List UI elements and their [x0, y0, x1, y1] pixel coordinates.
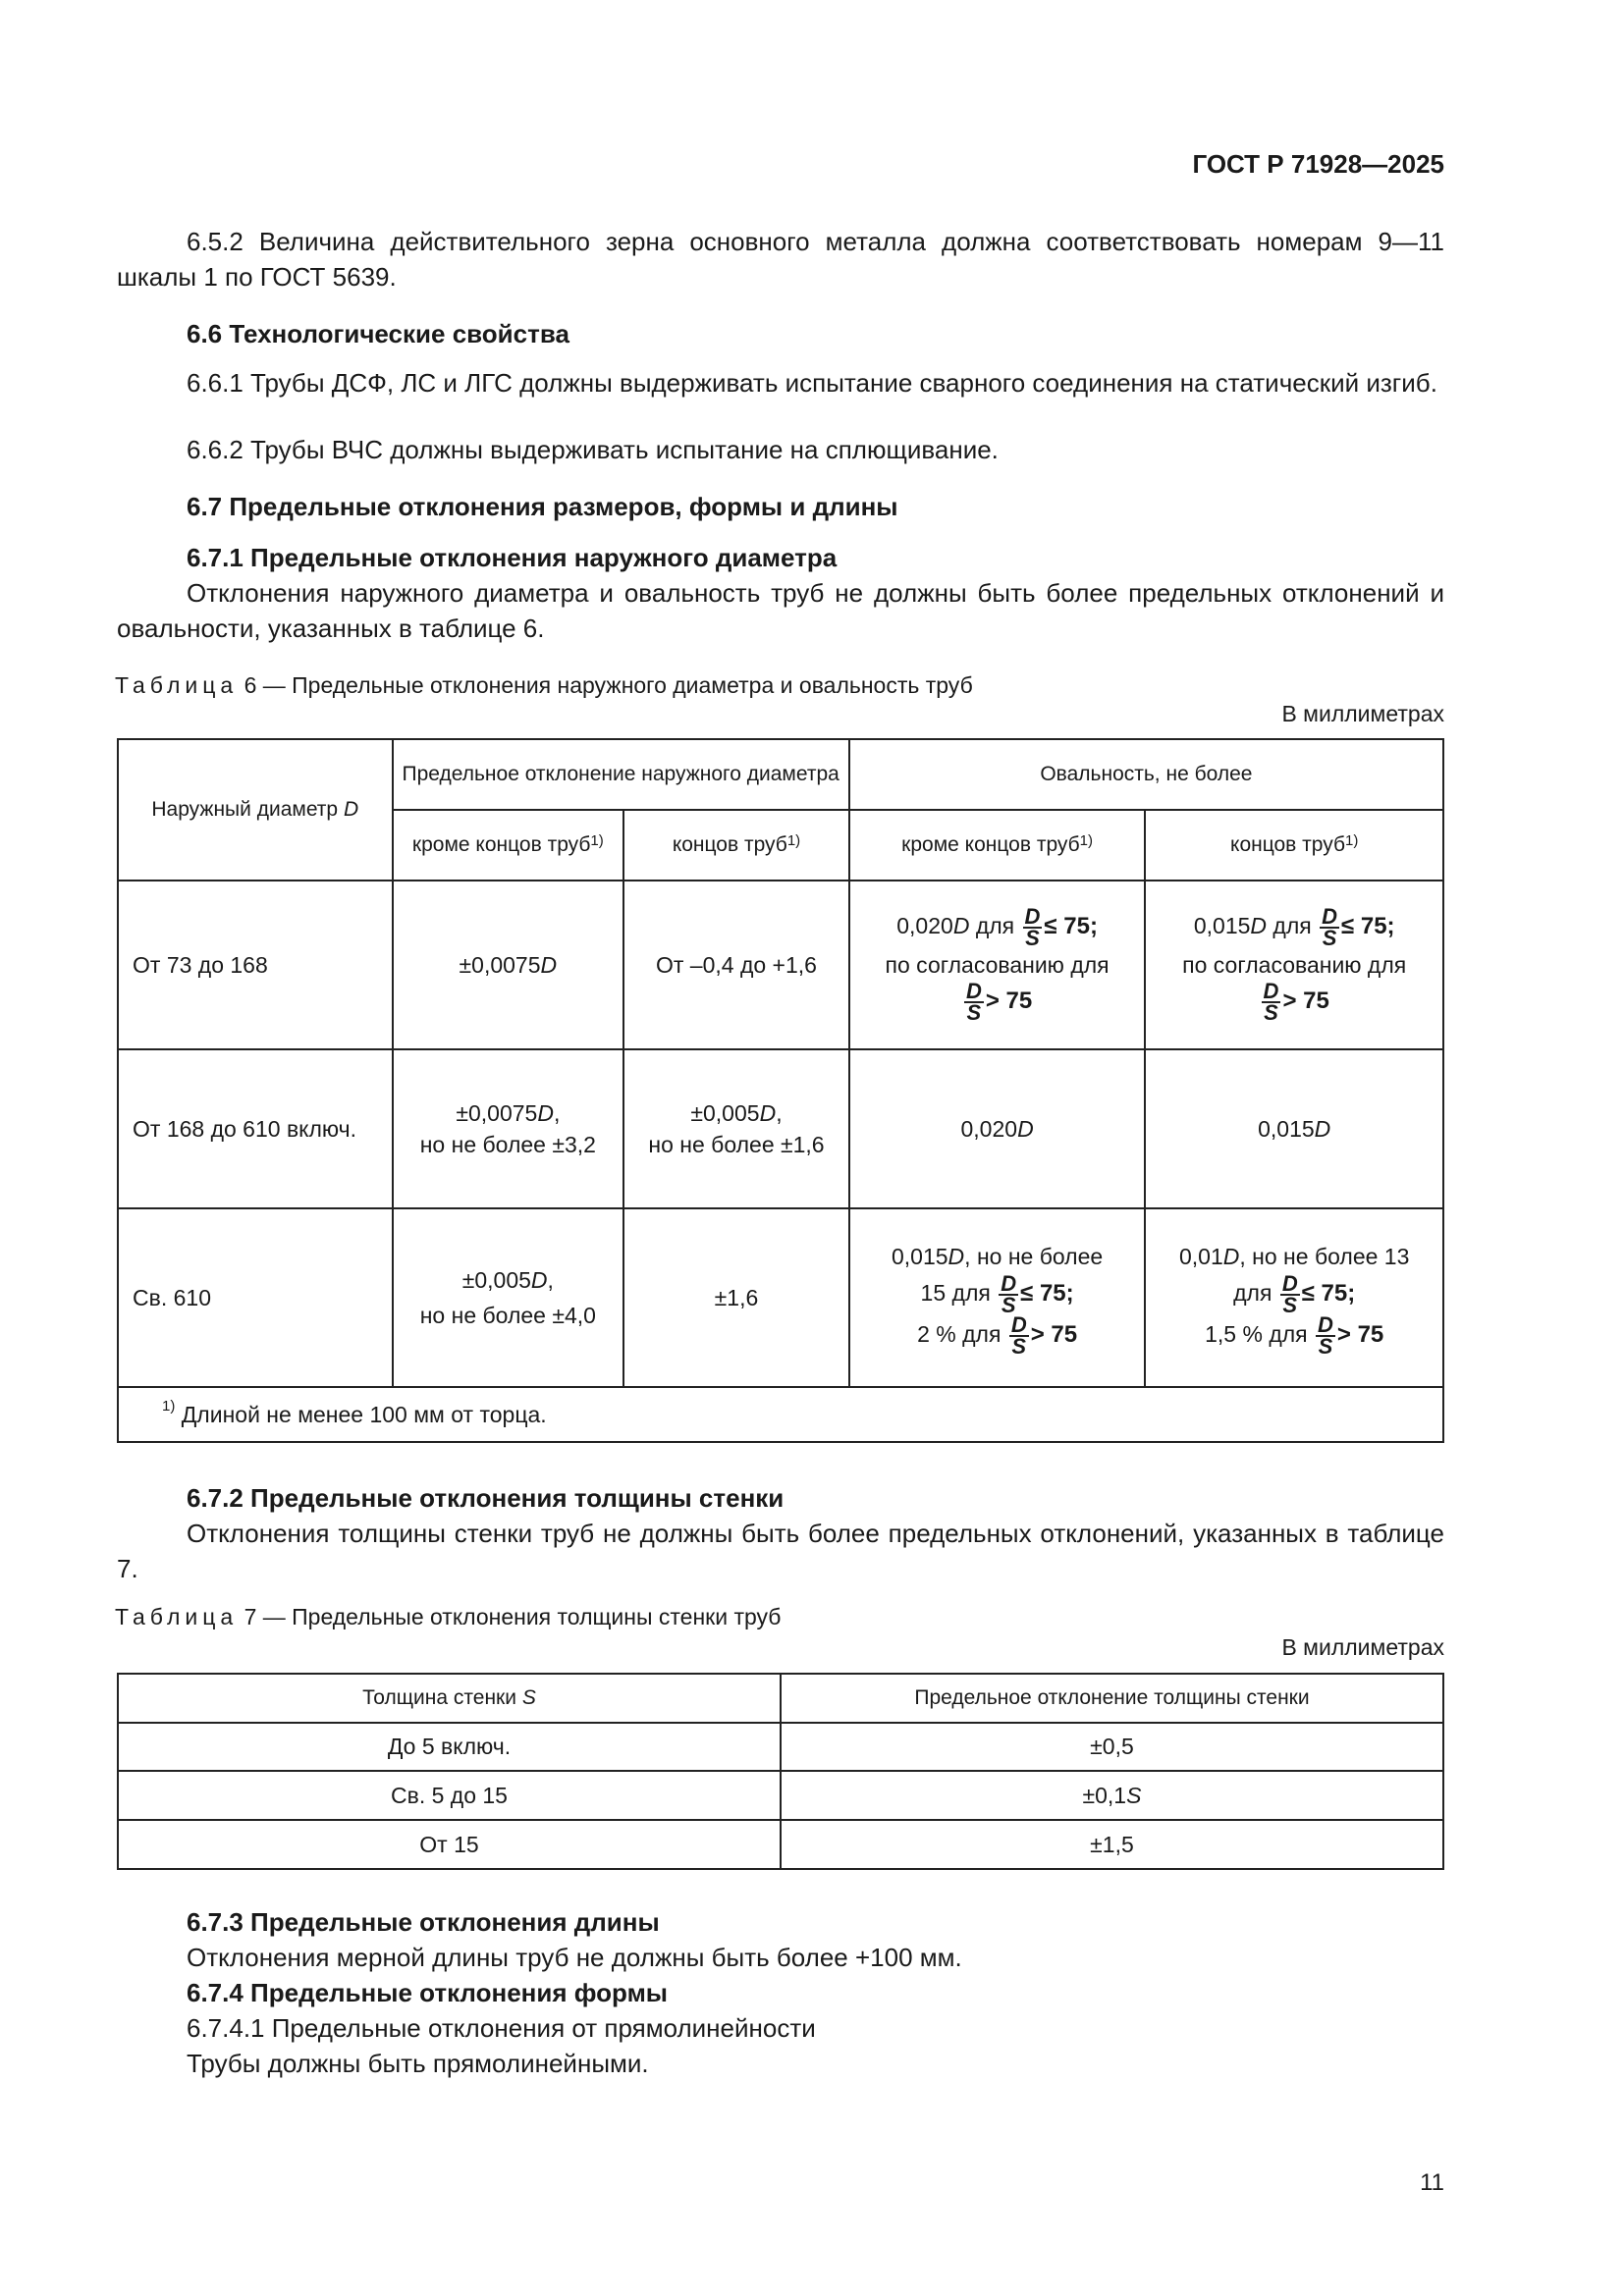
heading-6-7: 6.7 Предельные отклонения размеров, формы и длины	[187, 492, 898, 521]
paragraph-6-7-2: Отклонения толщины стенки труб не должны быть более предельных отклонений, указанных в таблице 7.	[117, 1519, 1444, 1583]
fraction-d-over-s: $\frac{D}{S}$	[1024, 904, 1041, 950]
heading-6-7-1: 6.7.1 Предельные отклонения наружного диаметра	[187, 543, 838, 572]
cell-diameter: От 168 до 610 включ.	[118, 1049, 393, 1208]
cell-ovality-except-ends: 0,020D	[849, 1049, 1146, 1208]
table-6-footnote: $^{1)}$ Длиной не менее 100 мм от торца.	[118, 1387, 1443, 1442]
header-outer-diameter: Наружный диаметр D	[118, 739, 393, 881]
caption-word: Таблица	[115, 672, 239, 698]
cell-ovality-ends: 0,01D, но не более 13 для $\frac{D}{S}$ ≤ 75; 1,5 % для $\frac{D}{S}$ > 75	[1145, 1208, 1443, 1387]
table-row	[118, 1208, 1443, 1387]
header-wall-thickness: Толщина стенки S	[118, 1674, 781, 1723]
cell-thickness: Св. 5 до 15	[118, 1771, 781, 1820]
heading-6-7-4: 6.7.4 Предельные отклонения формы	[187, 1978, 669, 2007]
header-ends: концов труб$^{1)}$	[623, 810, 849, 881]
table-row	[118, 1771, 1443, 1820]
caption-text: 7 — Предельные отклонения толщины стенки труб	[244, 1604, 782, 1629]
cell-diameter: От 73 до 168	[118, 881, 393, 1049]
table-7-caption	[115, 1602, 781, 1631]
fraction-d-over-s: $\frac{D}{S}$	[1322, 904, 1337, 950]
table-row	[118, 1723, 1443, 1771]
table-row	[118, 1049, 1443, 1208]
document-id: ГОСТ Р 71928—2025	[1192, 149, 1444, 179]
cell-ovality-except-ends: 0,020D для $\frac{D}{S}$ ≤ 75; по согласованию для $\frac{D}{S}$ > 75	[849, 881, 1146, 1049]
fraction-d-over-s: $\frac{D}{S}$	[1281, 1271, 1298, 1317]
cell-deviation-except-ends: ±0,0075D, но не более ±3,2	[393, 1049, 624, 1208]
table-row	[118, 881, 1443, 1049]
header-ovality-except-ends: кроме концов труб$^{1)}$	[849, 810, 1146, 881]
table-7	[117, 1673, 1444, 1870]
paragraph-6-7-1: Отклонения наружного диаметра и овальность труб не должны быть более предельных отклонений и овальности, указанных в таблице 6.	[117, 578, 1444, 643]
fraction-d-over-s: $\frac{D}{S}$	[1001, 1271, 1017, 1317]
heading-6-7-3: 6.7.3 Предельные отклонения длины	[187, 1907, 660, 1937]
fraction-d-over-s: $\frac{D}{S}$	[1318, 1312, 1333, 1359]
cell-ovality-ends: 0,015D для $\frac{D}{S}$ ≤ 75; по согласованию для $\frac{D}{S}$ > 75	[1145, 881, 1443, 1049]
cell-deviation-ends: ±1,6	[623, 1208, 849, 1387]
paragraph-6-7-3: Отклонения мерной длины труб не должны быть более +100 мм.	[187, 1943, 962, 1972]
cell-deviation-ends: От –0,4 до +1,6	[623, 881, 849, 1049]
paragraph-6-7-4-1: 6.7.4.1 Предельные отклонения от прямолинейности	[187, 2013, 816, 2043]
fraction-d-over-s: $\frac{D}{S}$	[1010, 1312, 1027, 1359]
heading-6-6: 6.6 Технологические свойства	[187, 319, 569, 348]
table-row	[118, 1820, 1443, 1869]
caption-word: Таблица	[115, 1604, 239, 1629]
page-number: 11	[1420, 2169, 1444, 2196]
table-6	[117, 738, 1444, 1443]
fraction-d-over-s: $\frac{D}{S}$	[1263, 979, 1279, 1025]
cell-deviation: ±0,1S	[781, 1771, 1443, 1820]
cell-deviation: ±1,5	[781, 1820, 1443, 1869]
cell-thickness: До 5 включ.	[118, 1723, 781, 1771]
cell-thickness: От 15	[118, 1820, 781, 1869]
cell-ovality-ends: 0,015D	[1145, 1049, 1443, 1208]
header-deviation: Предельное отклонение наружного диаметра	[393, 739, 849, 810]
paragraph-straightness: Трубы должны быть прямолинейными.	[187, 2049, 649, 2078]
table-6-units: В миллиметрах	[1281, 701, 1444, 726]
header-except-ends: кроме концов труб$^{1)}$	[393, 810, 624, 881]
paragraph-6-5-2: 6.5.2 Величина действительного зерна основного металла должна соответствовать номерам 9—11 шкалы 1 по ГОСТ 5639.	[117, 227, 1444, 292]
cell-diameter: Св. 610	[118, 1208, 393, 1387]
heading-6-7-2: 6.7.2 Предельные отклонения толщины стенки	[187, 1483, 785, 1513]
cell-deviation-except-ends: ±0,005D, но не более ±4,0	[393, 1208, 624, 1387]
cell-deviation-ends: ±0,005D, но не более ±1,6	[623, 1049, 849, 1208]
cell-ovality-except-ends: 0,015D, но не более 15 для $\frac{D}{S}$ ≤ 75; 2 % для $\frac{D}{S}$ > 75	[849, 1208, 1146, 1387]
table-6-caption	[115, 670, 973, 700]
table-7-units: В миллиметрах	[1281, 1634, 1444, 1660]
caption-text: 6 — Предельные отклонения наружного диаметра и овальность труб	[244, 672, 973, 698]
cell-deviation: ±0,5	[781, 1723, 1443, 1771]
header-thickness-deviation: Предельное отклонение толщины стенки	[781, 1674, 1443, 1723]
fraction-d-over-s: $\frac{D}{S}$	[965, 979, 982, 1025]
cell-deviation-except-ends: ±0,0075D	[393, 881, 624, 1049]
header-ovality: Овальность, не более	[849, 739, 1443, 810]
header-ovality-ends: концов труб$^{1)}$	[1145, 810, 1443, 881]
paragraph-6-6-2: 6.6.2 Трубы ВЧС должны выдерживать испытание на сплющивание.	[187, 435, 999, 464]
paragraph-6-6-1: 6.6.1 Трубы ДСФ, ЛС и ЛГС должны выдерживать испытание сварного соединения на статический изгиб.	[187, 368, 1437, 398]
